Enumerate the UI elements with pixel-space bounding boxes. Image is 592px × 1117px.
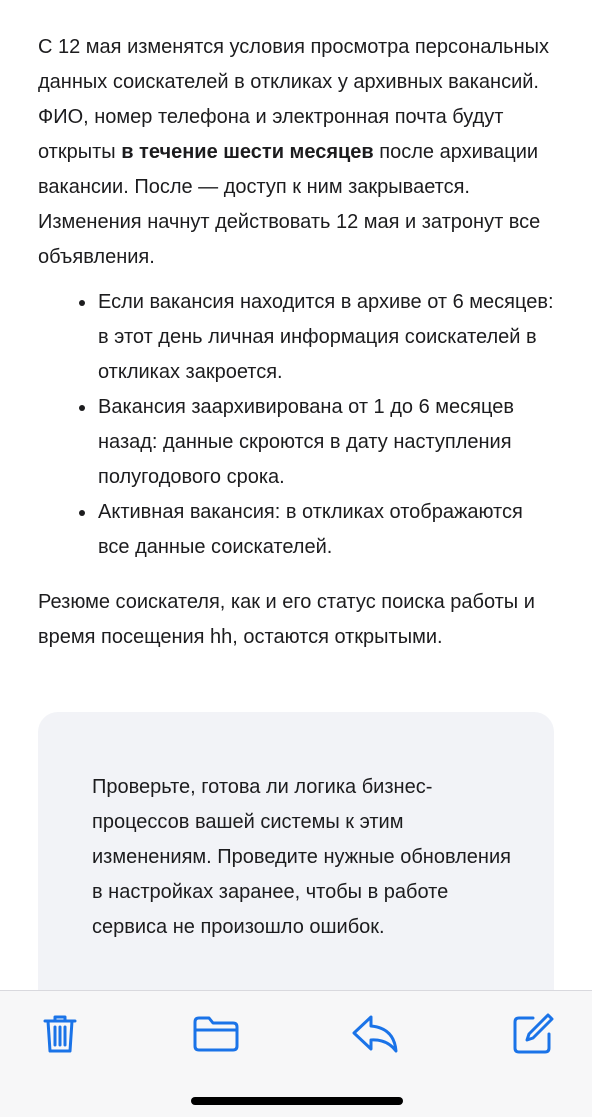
- compose-button[interactable]: [508, 1009, 558, 1059]
- paragraph-start-date: Изменения начнут действовать 12 мая и затронут все объявления.: [38, 211, 541, 268]
- list-item-text: Вакансия заархивирована от 1 до 6 месяцев назад: данные скроются в дату наступления полугодового срока.: [98, 396, 514, 488]
- paragraph-contacts-end: после архивации вакансии. После — доступ к ним закрывается.: [38, 141, 539, 198]
- paragraph-contacts-bold: в течение шести месяцев: [121, 141, 374, 163]
- paragraph-intro: С 12 мая изменятся условия просмотра персональных данных соискателей в откликах у архивных вакансий.: [38, 36, 550, 93]
- note-text: Проверьте, готова ли логика бизнес-процессов вашей системы к этим изменениям. Проведите нужные обновления в настройках заранее, чтобы в работе сервиса не произошло ошибок.: [92, 776, 511, 938]
- compose-icon: [511, 1012, 555, 1056]
- bullet-dot: [79, 510, 85, 516]
- list-item: [98, 495, 558, 565]
- delete-button[interactable]: [35, 1009, 85, 1059]
- list-item-text: Если вакансия находится в архиве от 6 месяцев: в этот день личная информация соискателей в откликах закроется.: [98, 291, 554, 383]
- trash-icon: [43, 1014, 77, 1054]
- paragraph-resume: Резюме соискателя, как и его статус поиска работы и время посещения hh, остаются открытыми.: [38, 591, 535, 648]
- reply-button[interactable]: [350, 1009, 400, 1059]
- paragraph-contacts: [38, 100, 558, 205]
- reply-icon: [351, 1013, 399, 1055]
- note-box: [38, 712, 554, 1012]
- paragraph-contacts-start: ФИО, номер телефона и электронная почта будут открыты: [38, 106, 504, 163]
- home-indicator: [191, 1097, 403, 1105]
- message-body: [38, 30, 558, 655]
- list-item: [98, 390, 558, 495]
- bullet-list: [38, 285, 558, 565]
- folder-icon: [192, 1015, 240, 1053]
- bullet-dot: [79, 405, 85, 411]
- list-item-text: Активная вакансия: в откликах отображаются все данные соискателей.: [98, 501, 523, 558]
- bullet-dot: [79, 300, 85, 306]
- move-to-folder-button[interactable]: [191, 1009, 241, 1059]
- list-item: [98, 285, 558, 390]
